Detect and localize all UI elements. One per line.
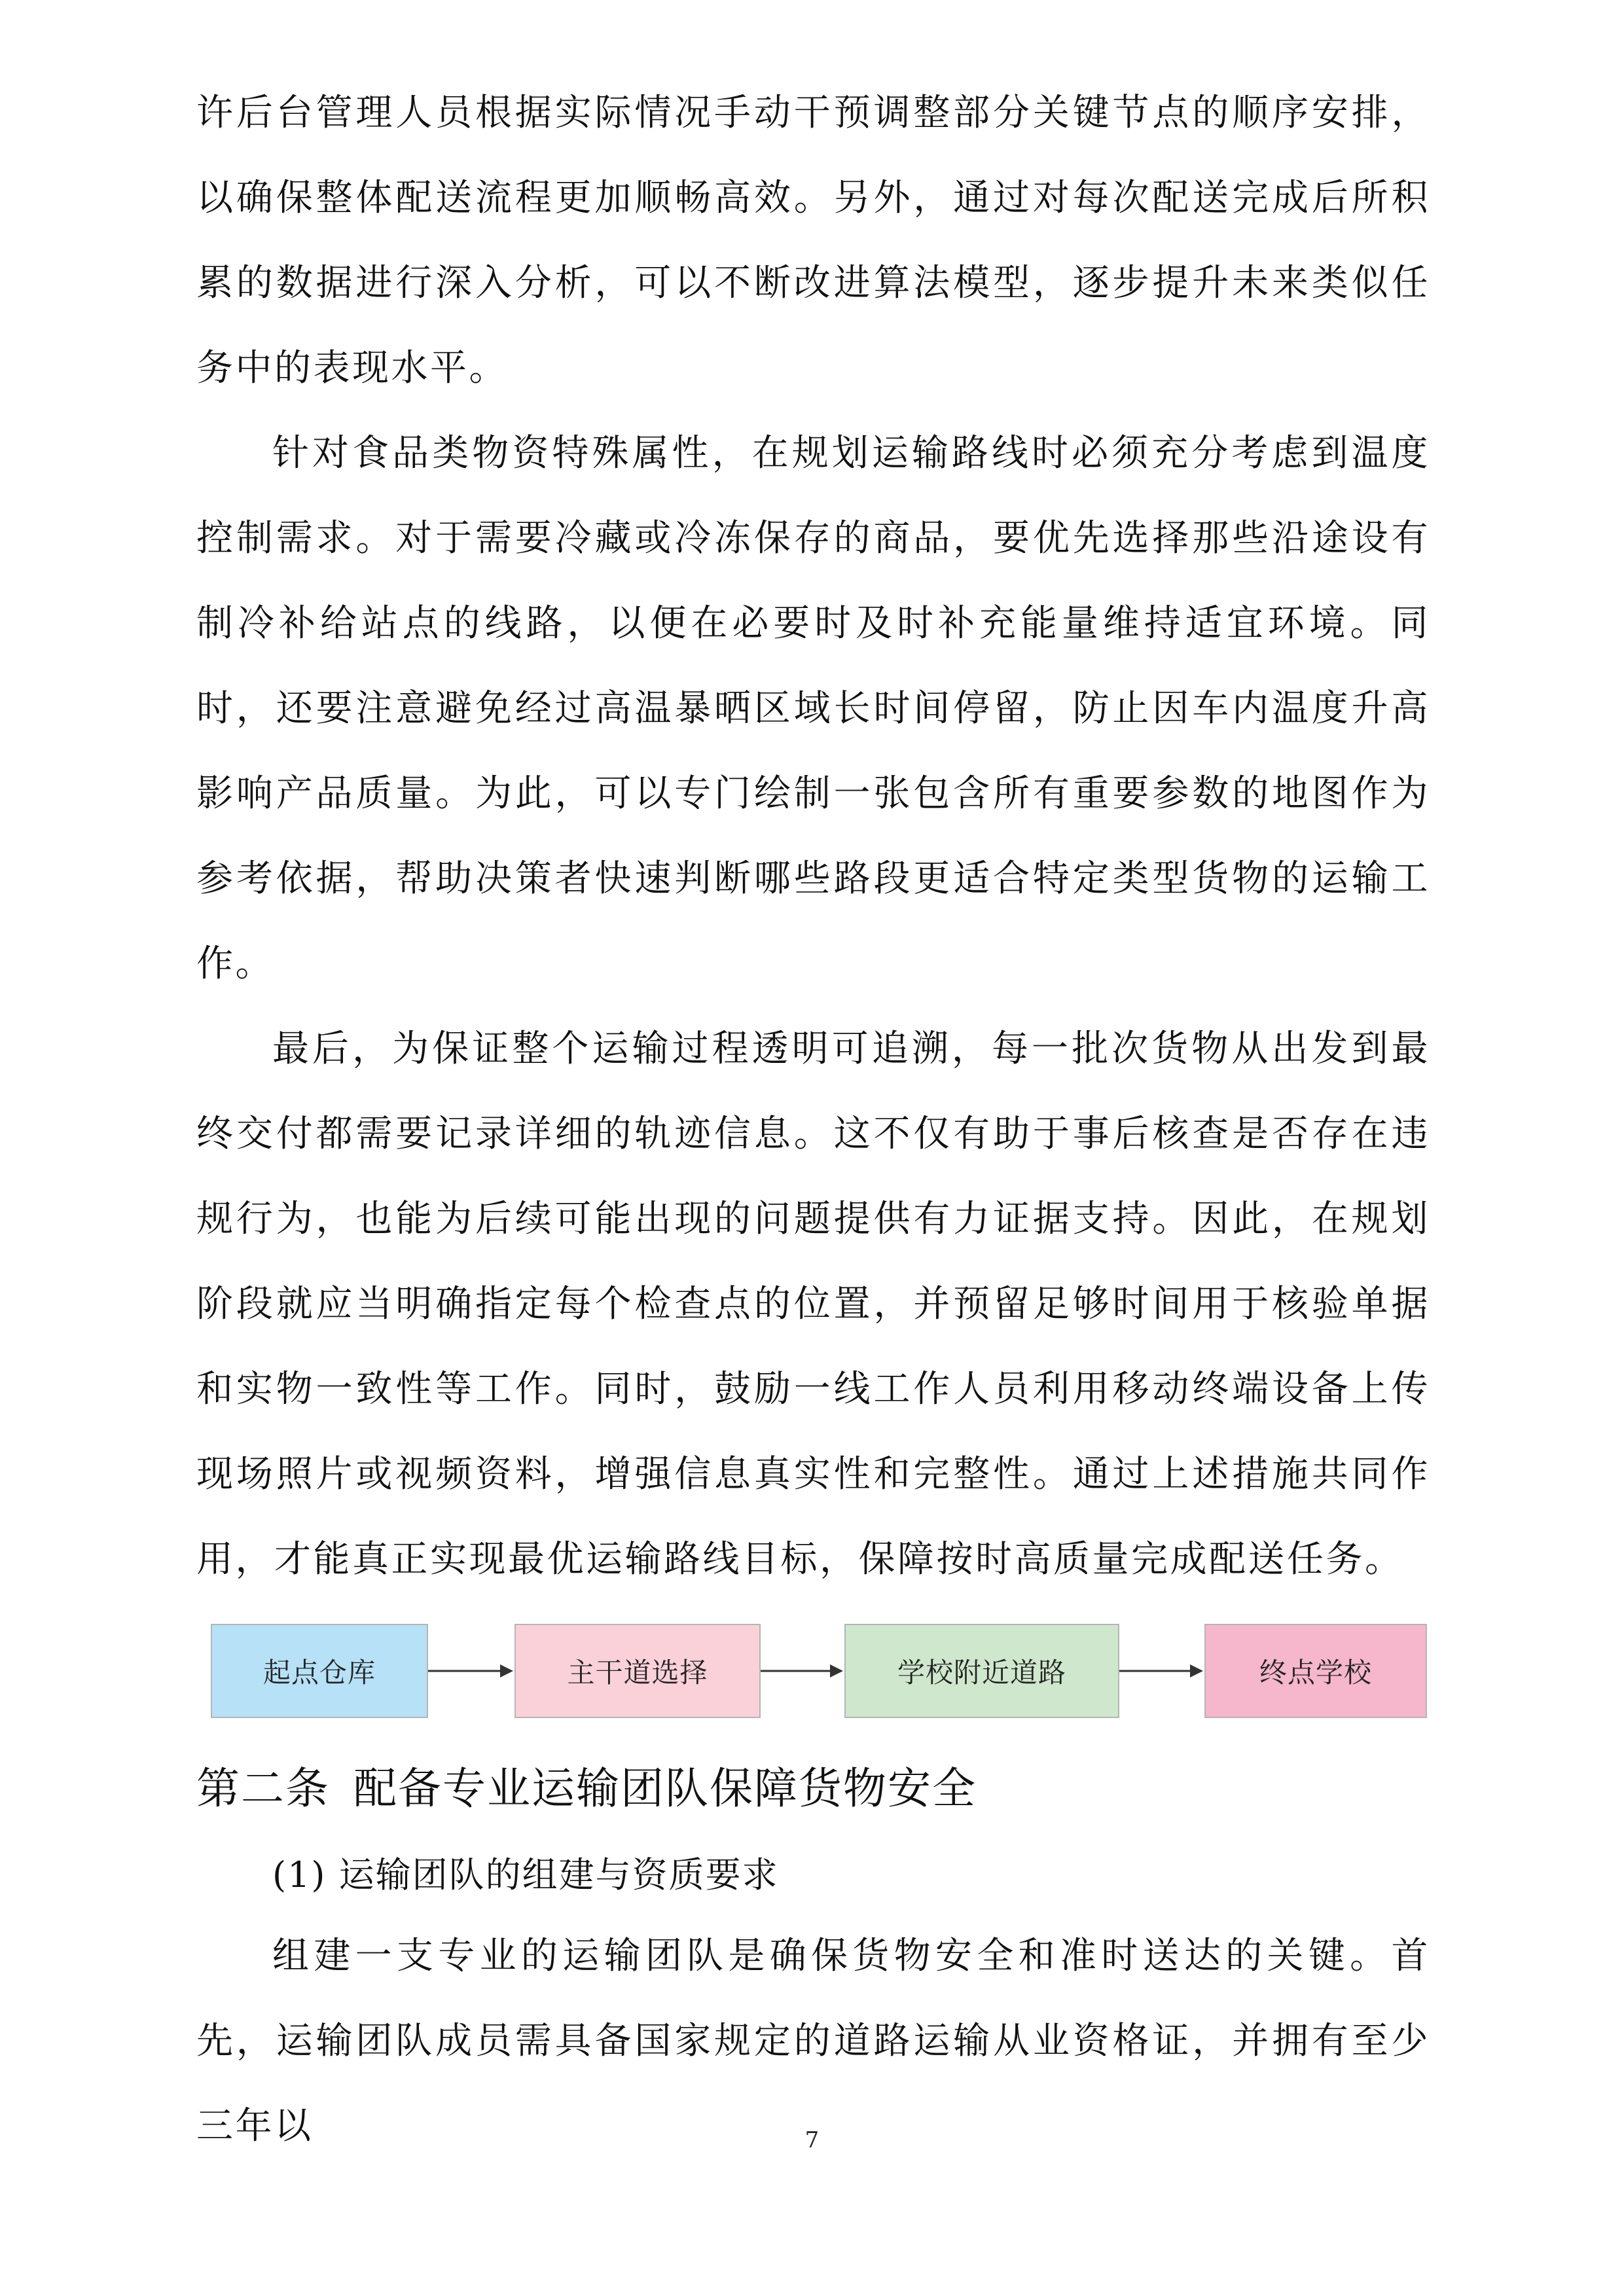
flow-step-label: 起点仓库 xyxy=(262,1657,376,1689)
flow-arrow-head xyxy=(500,1664,513,1677)
paragraph-continuation: 许后台管理人员根据实际情况手动干预调整部分关键节点的顺序安排，以确保整体配送流程更加顺畅高效。另外，通过对每次配送完成后所积累的数据进行深入分析，可以不断改进算法模型，逐步提升未来类似任务中的表现水平。 xyxy=(196,92,1430,389)
page-number: 7 xyxy=(804,2127,820,2153)
flow-step-label: 终点学校 xyxy=(1259,1657,1372,1689)
paragraph-temperature-control: 针对食品类物资特殊属性，在规划运输路线时必须充分考虑到温度控制需求。对于需要冷藏或冷冻保存的商品，要优先选择那些沿途设有制冷补给站点的线路，以便在必要时及时补充能量维持适宜环境。同时，还要注意避免经过高温暴晒区域长时间停留，防止因车内温度升高影响产品质量。为此，可以专门绘制一张包含所有重要参数的地图作为参考依据，帮助决策者快速判断哪些路段更适合特定类型货物的运输工作。 xyxy=(196,432,1430,985)
subsection-paragraph: 组建一支专业的运输团队是确保货物安全和准时送达的关键。首先，运输团队成员需具备国家规定的道路运输从业资格证，并拥有至少三年以 xyxy=(196,1935,1430,2147)
flow-step-school-roads xyxy=(844,1624,1119,1718)
flow-step-label: 主干道选择 xyxy=(567,1657,708,1689)
subsection xyxy=(196,1837,1430,2169)
section-title: 配备专业运输团队保障货物安全 xyxy=(353,1763,977,1814)
flow-step-destination-school xyxy=(1204,1624,1427,1718)
section-heading xyxy=(196,1759,977,1818)
paragraph-traceability: 最后，为保证整个运输过程透明可追溯，每一批次货物从出发到最终交付都需要记录详细的轨迹信息。这不仅有助于事后核查是否存在违规行为，也能为后续可能出现的问题提供有力证据支持。因此，在规划阶段就应当明确指定每个检查点的位置，并预留足够时间用于核验单据和实物一致性等工作。同时，鼓励一线工作人员利用移动终端设备上传现场照片或视频资料，增强信息真实性和完整性。通过上述措施共同作用，才能真正实现最优运输路线目标，保障按时高质量完成配送任务。 xyxy=(196,1028,1430,1581)
subsection-title: (1) 运输团队的组建与资质要求 xyxy=(272,1854,779,1895)
flow-arrow-head xyxy=(1190,1664,1203,1677)
section-number: 第二条 xyxy=(196,1763,330,1814)
flow-arrow-head xyxy=(830,1664,843,1677)
flow-step-start-warehouse xyxy=(211,1624,428,1718)
flow-step-label: 学校附近道路 xyxy=(897,1657,1066,1689)
route-flowchart xyxy=(211,1624,1427,1721)
body-text xyxy=(196,71,1430,1602)
flow-step-main-road xyxy=(514,1624,761,1718)
